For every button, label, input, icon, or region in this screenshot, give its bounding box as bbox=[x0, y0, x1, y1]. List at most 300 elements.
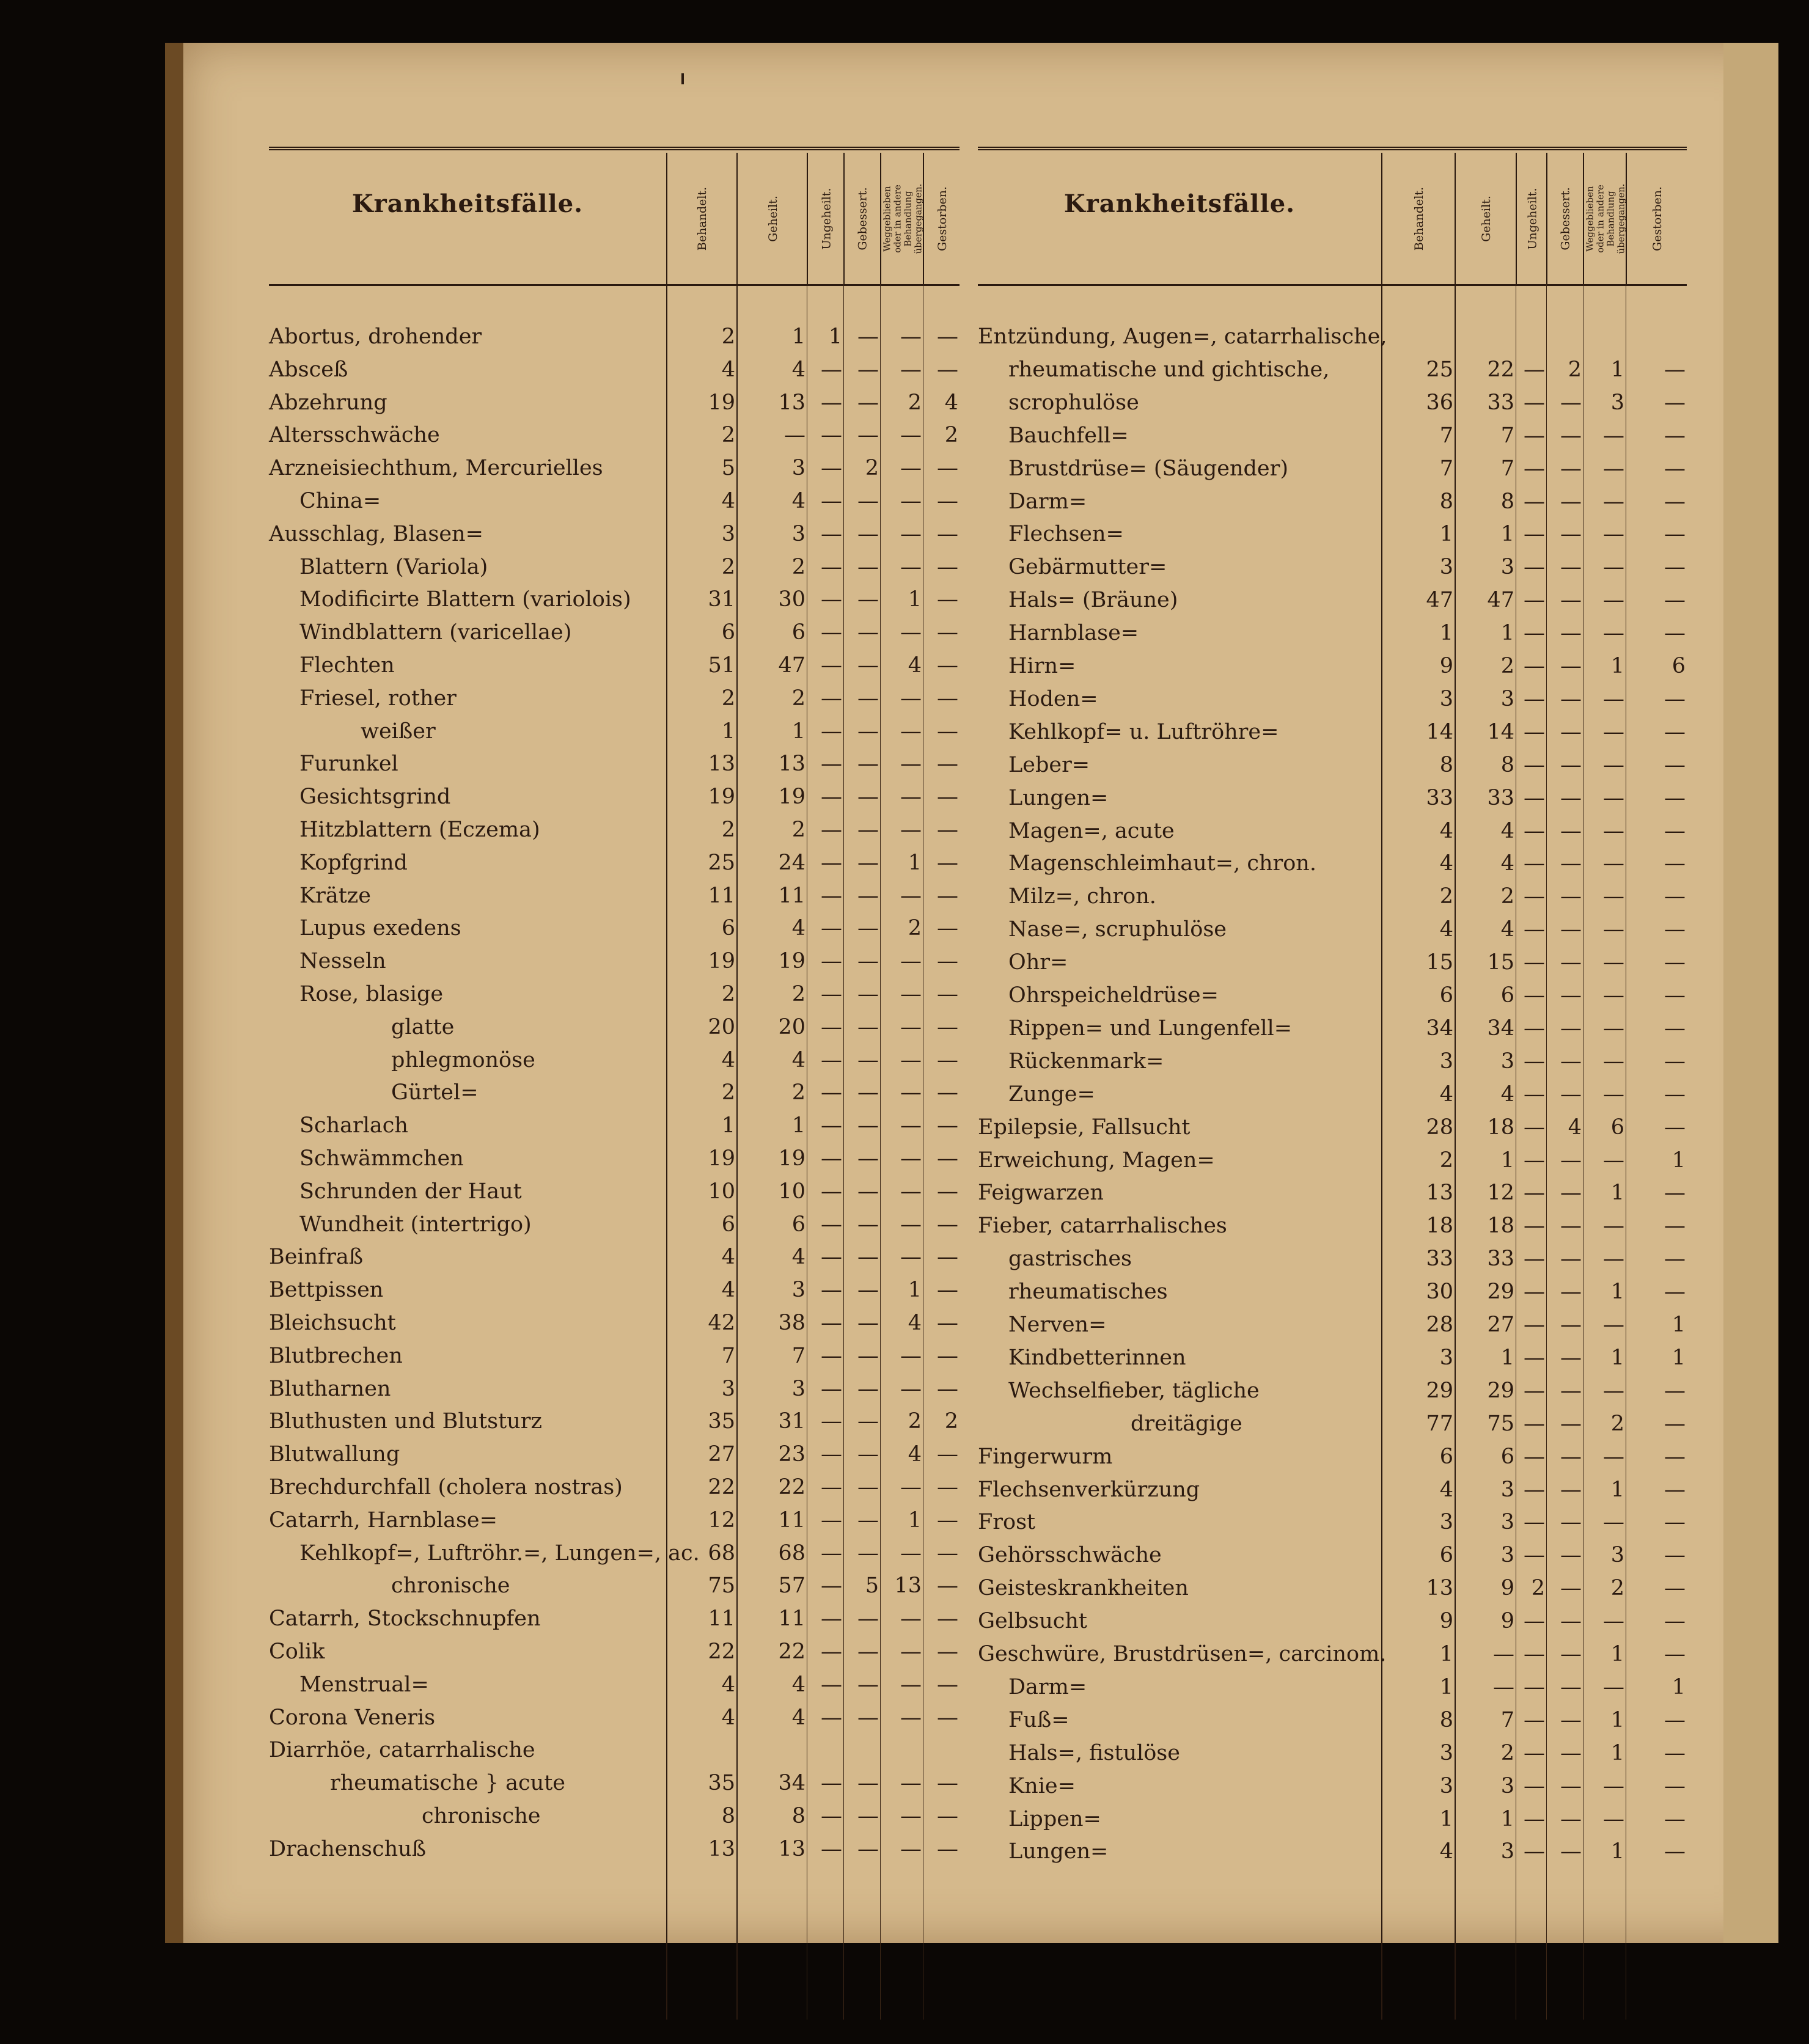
count-cell: — bbox=[1560, 1214, 1582, 1239]
table-row bbox=[269, 1438, 960, 1471]
table-row bbox=[269, 716, 960, 749]
count-cell: — bbox=[1524, 1049, 1545, 1074]
count-cell: — bbox=[857, 653, 879, 678]
table-row bbox=[978, 1276, 1687, 1309]
count-cell: 13 bbox=[894, 1573, 922, 1599]
table-row bbox=[978, 1342, 1687, 1375]
disease-label: Gelbsucht bbox=[978, 1609, 1087, 1634]
table-row bbox=[269, 683, 960, 716]
disease-label: Darm= bbox=[1008, 489, 1087, 514]
count-cell: 15 bbox=[1426, 950, 1453, 975]
count-cell: 2 bbox=[1439, 884, 1453, 909]
column-header-label: Weggeblieben oder in andere Behandlung übergegangen. bbox=[1584, 183, 1626, 254]
count-cell: 2 bbox=[791, 554, 805, 579]
count-cell: — bbox=[1664, 1773, 1686, 1798]
count-cell: — bbox=[937, 554, 958, 579]
count-cell: — bbox=[1524, 456, 1545, 481]
count-cell: — bbox=[1524, 1707, 1545, 1732]
count-cell: — bbox=[1524, 1411, 1545, 1436]
count-cell: 4 bbox=[1500, 917, 1514, 942]
disease-label: Wundheit (intertrigo) bbox=[299, 1212, 532, 1237]
column-header-label: Geheilt. bbox=[1479, 195, 1493, 242]
count-cell: 27 bbox=[1487, 1313, 1514, 1337]
count-cell: 4 bbox=[721, 1047, 735, 1072]
count-cell: 25 bbox=[708, 850, 735, 875]
count-cell: 2 bbox=[791, 818, 805, 842]
disease-label: Brustdrüse= (Säugender) bbox=[1008, 456, 1289, 481]
table-row bbox=[978, 980, 1687, 1013]
disease-label: rheumatische } acute bbox=[330, 1771, 565, 1796]
disease-label: Kehlkopf=, Luftröhr.=, Lungen=, ac. bbox=[299, 1540, 700, 1566]
disease-label: Catarrh, Stockschnupfen bbox=[269, 1606, 541, 1632]
count-cell: — bbox=[900, 1014, 922, 1039]
disease-label: Flechsenverkürzung bbox=[978, 1477, 1200, 1502]
disease-label: Drachenschuß bbox=[269, 1836, 427, 1861]
count-cell: 3 bbox=[1500, 686, 1514, 711]
count-cell: 3 bbox=[1439, 555, 1453, 580]
count-cell: — bbox=[1560, 1576, 1582, 1601]
count-cell: 5 bbox=[865, 1573, 879, 1599]
count-cell: 3 bbox=[1500, 1510, 1514, 1535]
count-cell: 1 bbox=[908, 587, 922, 612]
count-cell: — bbox=[1524, 884, 1545, 909]
table-row bbox=[269, 354, 960, 387]
count-cell: 6 bbox=[791, 1212, 805, 1237]
disease-label: Scharlach bbox=[299, 1113, 408, 1138]
count-cell: — bbox=[937, 850, 958, 875]
count-cell: — bbox=[1603, 1773, 1624, 1798]
table-row bbox=[269, 814, 960, 847]
disease-label: Ohr= bbox=[1008, 950, 1068, 975]
count-cell: — bbox=[937, 719, 958, 744]
table-row bbox=[269, 1405, 960, 1438]
column-header bbox=[1626, 153, 1688, 284]
count-cell: — bbox=[1664, 1609, 1686, 1634]
count-cell: 6 bbox=[791, 620, 805, 645]
count-cell: — bbox=[900, 1080, 922, 1105]
count-cell: 2 bbox=[908, 1409, 922, 1434]
disease-label: Kopfgrind bbox=[299, 850, 408, 875]
count-cell: 33 bbox=[1487, 1247, 1514, 1272]
count-cell: 1 bbox=[1610, 357, 1624, 382]
count-cell: — bbox=[821, 587, 842, 612]
count-cell: 7 bbox=[1439, 456, 1453, 481]
count-cell: 4 bbox=[1439, 851, 1453, 876]
count-cell: — bbox=[857, 1836, 879, 1861]
table-row bbox=[269, 650, 960, 683]
count-cell: — bbox=[1493, 1642, 1514, 1666]
disease-label: scrophulöse bbox=[1008, 390, 1139, 415]
count-cell: — bbox=[900, 1179, 922, 1204]
count-cell: — bbox=[1603, 621, 1624, 646]
count-cell: 1 bbox=[908, 1507, 922, 1533]
count-cell: 4 bbox=[791, 1705, 805, 1730]
count-cell: — bbox=[857, 1278, 879, 1303]
count-cell: — bbox=[1603, 1378, 1624, 1403]
disease-label: Erweichung, Magen= bbox=[978, 1148, 1215, 1173]
count-cell: 29 bbox=[1426, 1378, 1453, 1403]
disease-label: Geisteskrankheiten bbox=[978, 1576, 1189, 1601]
count-cell: — bbox=[900, 1705, 922, 1730]
disease-label: Lungen= bbox=[1008, 1839, 1109, 1864]
disease-label: Harnblase= bbox=[1008, 621, 1139, 646]
count-cell: 2 bbox=[944, 1409, 958, 1434]
count-cell: — bbox=[821, 423, 842, 448]
table-row bbox=[269, 1209, 960, 1242]
count-cell: — bbox=[1560, 1280, 1582, 1305]
count-cell: — bbox=[857, 949, 879, 974]
count-cell: 34 bbox=[1487, 1016, 1514, 1041]
count-cell: 9 bbox=[1439, 654, 1453, 678]
count-cell: — bbox=[1603, 752, 1624, 777]
count-cell: — bbox=[1524, 1773, 1545, 1798]
count-cell: — bbox=[821, 1639, 842, 1664]
count-cell: — bbox=[857, 1343, 879, 1368]
count-cell: — bbox=[857, 883, 879, 908]
count-cell: 29 bbox=[1487, 1378, 1514, 1403]
table-row bbox=[269, 584, 960, 617]
count-cell: — bbox=[1603, 423, 1624, 448]
count-cell: — bbox=[900, 719, 922, 744]
table-row bbox=[269, 1570, 960, 1603]
count-cell: — bbox=[1560, 1773, 1582, 1798]
count-cell: — bbox=[1560, 522, 1582, 547]
count-cell: — bbox=[821, 1113, 842, 1138]
table-row bbox=[978, 551, 1687, 584]
table-row bbox=[269, 518, 960, 551]
table-row bbox=[269, 321, 960, 354]
column-rule bbox=[666, 284, 667, 2020]
table-row bbox=[978, 1309, 1687, 1342]
table-row bbox=[269, 978, 960, 1011]
count-cell: 7 bbox=[1500, 456, 1514, 481]
count-cell: 6 bbox=[1439, 1444, 1453, 1469]
disease-label: dreitägige bbox=[1131, 1411, 1242, 1436]
count-cell: — bbox=[1664, 1280, 1686, 1305]
count-cell: 33 bbox=[1487, 785, 1514, 810]
disease-label: Fuß= bbox=[1008, 1707, 1070, 1732]
count-cell: 3 bbox=[1439, 686, 1453, 711]
table-row bbox=[269, 1636, 960, 1669]
count-cell: 1 bbox=[908, 850, 922, 875]
count-cell: — bbox=[937, 1804, 958, 1828]
count-cell: 2 bbox=[791, 1080, 805, 1105]
count-cell: — bbox=[937, 686, 958, 711]
count-cell: — bbox=[857, 1540, 879, 1566]
count-cell: — bbox=[857, 390, 879, 415]
count-cell: 34 bbox=[1426, 1016, 1453, 1041]
count-cell: — bbox=[1664, 555, 1686, 580]
table-row bbox=[269, 1537, 960, 1570]
count-cell: — bbox=[1560, 423, 1582, 448]
count-cell: — bbox=[900, 620, 922, 645]
count-cell: — bbox=[857, 587, 879, 612]
table-row bbox=[269, 1767, 960, 1800]
count-cell: 1 bbox=[1610, 1642, 1624, 1666]
count-cell: — bbox=[1560, 1674, 1582, 1699]
disease-label: Rippen= und Lungenfell= bbox=[1008, 1016, 1293, 1041]
count-cell: — bbox=[784, 423, 805, 448]
count-cell: 47 bbox=[1487, 588, 1514, 613]
count-cell: 1 bbox=[791, 1113, 805, 1138]
count-cell: — bbox=[1560, 654, 1582, 678]
count-cell: — bbox=[1560, 1839, 1582, 1864]
count-cell: 4 bbox=[908, 653, 922, 678]
count-cell: — bbox=[1524, 390, 1545, 415]
count-cell: — bbox=[1664, 1115, 1686, 1140]
count-cell: 3 bbox=[1439, 1740, 1453, 1765]
count-cell: — bbox=[1560, 1510, 1582, 1535]
count-cell: 19 bbox=[778, 1146, 805, 1171]
table-row bbox=[269, 1241, 960, 1274]
count-cell: — bbox=[821, 982, 842, 1006]
count-cell: — bbox=[937, 883, 958, 908]
count-cell: 68 bbox=[778, 1540, 805, 1566]
disease-label: Friesel, rother bbox=[299, 686, 457, 711]
count-cell: 9 bbox=[1500, 1576, 1514, 1601]
count-cell: — bbox=[900, 949, 922, 974]
column-header bbox=[1516, 153, 1547, 284]
count-cell: 6 bbox=[721, 1212, 735, 1237]
count-cell: 11 bbox=[708, 1606, 735, 1632]
count-cell: 8 bbox=[1500, 489, 1514, 514]
count-cell: — bbox=[1603, 1214, 1624, 1239]
disease-label: Darm= bbox=[1008, 1674, 1087, 1699]
count-cell: — bbox=[857, 423, 879, 448]
column-header-label: Ungeheilt. bbox=[1525, 188, 1539, 249]
disease-label: Magenschleimhaut=, chron. bbox=[1008, 851, 1316, 876]
count-cell: — bbox=[900, 324, 922, 349]
count-cell: 35 bbox=[708, 1771, 735, 1796]
count-cell: 3 bbox=[1500, 1049, 1514, 1074]
count-cell: 4 bbox=[908, 1311, 922, 1335]
count-cell: — bbox=[900, 1771, 922, 1796]
count-cell: — bbox=[1524, 1115, 1545, 1140]
count-cell: — bbox=[1560, 1016, 1582, 1041]
count-cell: 4 bbox=[1500, 818, 1514, 843]
disease-label: Wechselfieber, tägliche bbox=[1008, 1378, 1260, 1403]
table-row bbox=[978, 584, 1687, 617]
disease-label: Knie= bbox=[1008, 1773, 1076, 1798]
column-header-label: Behandelt. bbox=[1412, 186, 1426, 251]
disease-label: glatte bbox=[391, 1014, 455, 1039]
count-cell: — bbox=[937, 949, 958, 974]
count-cell: — bbox=[1664, 719, 1686, 744]
table-row bbox=[978, 1506, 1687, 1539]
count-cell: — bbox=[1560, 1444, 1582, 1469]
count-cell: 4 bbox=[1568, 1115, 1582, 1140]
disease-label: gastrisches bbox=[1008, 1247, 1132, 1272]
count-cell: 4 bbox=[721, 1705, 735, 1730]
count-cell: — bbox=[900, 818, 922, 842]
table-row bbox=[269, 847, 960, 880]
count-cell: — bbox=[857, 521, 879, 546]
count-cell: — bbox=[1664, 1181, 1686, 1206]
count-cell: 6 bbox=[1439, 983, 1453, 1008]
count-cell: 2 bbox=[721, 1080, 735, 1105]
count-cell: 2 bbox=[721, 554, 735, 579]
disease-label: Lungen= bbox=[1008, 785, 1109, 810]
disease-label: Blattern (Variola) bbox=[299, 554, 488, 579]
count-cell: 1 bbox=[1500, 1345, 1514, 1370]
count-cell: 68 bbox=[708, 1540, 735, 1566]
table-row bbox=[978, 1836, 1687, 1869]
count-cell: 1 bbox=[1671, 1345, 1686, 1370]
count-cell: 14 bbox=[1426, 719, 1453, 744]
table-row bbox=[269, 1110, 960, 1143]
count-cell: — bbox=[1524, 1510, 1545, 1535]
count-cell: 2 bbox=[908, 916, 922, 941]
count-cell: 8 bbox=[1439, 489, 1453, 514]
table-row bbox=[269, 1274, 960, 1307]
count-cell: 4 bbox=[1439, 1839, 1453, 1864]
table-row bbox=[978, 486, 1687, 519]
count-cell: — bbox=[1560, 1082, 1582, 1107]
count-cell: 31 bbox=[778, 1409, 805, 1434]
column-header bbox=[1583, 153, 1627, 284]
count-cell: — bbox=[1664, 1247, 1686, 1272]
table-row bbox=[978, 683, 1687, 716]
disease-label: Hals= (Bräune) bbox=[1008, 588, 1178, 613]
disease-label: Menstrual= bbox=[299, 1672, 429, 1697]
count-cell: — bbox=[1560, 1313, 1582, 1337]
disease-label: Colik bbox=[269, 1639, 325, 1664]
table-row bbox=[978, 782, 1687, 815]
count-cell: — bbox=[937, 1245, 958, 1270]
table-row bbox=[978, 1441, 1687, 1474]
table-row bbox=[269, 551, 960, 584]
table-row bbox=[978, 1539, 1687, 1572]
count-cell: — bbox=[1524, 621, 1545, 646]
count-cell: — bbox=[1524, 851, 1545, 876]
table-row bbox=[269, 1833, 960, 1866]
count-cell: 8 bbox=[1439, 1707, 1453, 1732]
count-cell: 22 bbox=[778, 1639, 805, 1664]
column-header-label: Behandelt. bbox=[695, 186, 710, 251]
count-cell: — bbox=[900, 423, 922, 448]
count-cell: — bbox=[821, 1212, 842, 1237]
count-cell: 6 bbox=[1500, 983, 1514, 1008]
count-cell: — bbox=[937, 1113, 958, 1138]
count-cell: — bbox=[1664, 621, 1686, 646]
disease-label: Nesseln bbox=[299, 949, 386, 974]
count-cell: — bbox=[937, 1179, 958, 1204]
count-cell: — bbox=[821, 916, 842, 941]
count-cell: — bbox=[937, 521, 958, 546]
count-cell: — bbox=[900, 456, 922, 481]
count-cell: — bbox=[900, 554, 922, 579]
count-cell: — bbox=[1664, 1411, 1686, 1436]
column-rule bbox=[843, 284, 844, 2020]
count-cell: — bbox=[937, 1540, 958, 1566]
count-cell: 3 bbox=[791, 1278, 805, 1303]
disease-label: Fieber, catarrhalisches bbox=[978, 1214, 1227, 1239]
count-cell: 10 bbox=[708, 1179, 735, 1204]
count-cell: — bbox=[1664, 884, 1686, 909]
disease-label: Gürtel= bbox=[391, 1080, 479, 1105]
count-cell: — bbox=[857, 916, 879, 941]
count-cell: — bbox=[1664, 423, 1686, 448]
count-cell: 2 bbox=[721, 423, 735, 448]
table-row bbox=[978, 518, 1687, 551]
disease-label: Abzehrung bbox=[269, 390, 387, 415]
count-cell: — bbox=[821, 1376, 842, 1401]
table-row bbox=[978, 1013, 1687, 1046]
count-cell: — bbox=[900, 1212, 922, 1237]
disease-label: Kehlkopf= u. Luftröhre= bbox=[1008, 719, 1279, 744]
count-cell: 8 bbox=[1500, 752, 1514, 777]
count-cell: 42 bbox=[708, 1311, 735, 1335]
count-cell: 3 bbox=[1439, 1510, 1453, 1535]
count-cell: — bbox=[900, 883, 922, 908]
count-cell: 2 bbox=[1531, 1576, 1545, 1601]
count-cell: 4 bbox=[944, 390, 958, 415]
count-cell: — bbox=[1524, 1214, 1545, 1239]
count-cell: — bbox=[1560, 818, 1582, 843]
count-cell: — bbox=[857, 1804, 879, 1828]
table-row bbox=[269, 1373, 960, 1406]
count-cell: — bbox=[900, 1475, 922, 1500]
disease-label: Absceß bbox=[269, 357, 348, 382]
count-cell: — bbox=[1664, 1510, 1686, 1535]
count-cell: 1 bbox=[721, 719, 735, 744]
count-cell: — bbox=[1524, 1378, 1545, 1403]
disease-label: Hoden= bbox=[1008, 686, 1098, 711]
count-cell: 11 bbox=[778, 883, 805, 908]
count-cell: — bbox=[900, 752, 922, 777]
count-cell: — bbox=[1664, 1576, 1686, 1601]
count-cell: — bbox=[1560, 752, 1582, 777]
count-cell: 1 bbox=[1610, 654, 1624, 678]
table-row bbox=[978, 1605, 1687, 1638]
column-header-label: Gebessert. bbox=[1559, 186, 1572, 251]
count-cell: — bbox=[1603, 1510, 1624, 1535]
disease-label: Geschwüre, Brustdrüsen=, carcinom. bbox=[978, 1642, 1387, 1666]
count-cell: 1 bbox=[1500, 621, 1514, 646]
count-cell: — bbox=[1524, 489, 1545, 514]
column-header bbox=[666, 153, 738, 284]
table-row bbox=[978, 881, 1687, 914]
column-header bbox=[880, 153, 924, 284]
count-cell: 9 bbox=[1500, 1609, 1514, 1634]
count-cell: 1 bbox=[908, 1278, 922, 1303]
count-cell: — bbox=[1524, 423, 1545, 448]
count-cell: — bbox=[1524, 1313, 1545, 1337]
disease-label: Windblattern (varicellae) bbox=[299, 620, 572, 645]
count-cell: 2 bbox=[791, 686, 805, 711]
count-cell: — bbox=[1560, 1806, 1582, 1831]
count-cell: 3 bbox=[1500, 1477, 1514, 1502]
count-cell: — bbox=[1560, 555, 1582, 580]
table-row bbox=[978, 716, 1687, 749]
count-cell: — bbox=[1524, 1806, 1545, 1831]
count-cell: — bbox=[1560, 1642, 1582, 1666]
table-row bbox=[978, 1145, 1687, 1178]
table-row bbox=[978, 1112, 1687, 1145]
count-cell: — bbox=[900, 1146, 922, 1171]
count-cell: — bbox=[1560, 884, 1582, 909]
count-cell: 6 bbox=[1500, 1444, 1514, 1469]
table-row bbox=[978, 1210, 1687, 1243]
count-cell: 29 bbox=[1487, 1280, 1514, 1305]
count-cell: — bbox=[900, 1343, 922, 1368]
count-cell: 2 bbox=[865, 456, 879, 481]
count-cell: 2 bbox=[791, 982, 805, 1006]
count-cell: 3 bbox=[1500, 555, 1514, 580]
count-cell: 4 bbox=[791, 489, 805, 513]
disease-label: Feigwarzen bbox=[978, 1181, 1104, 1206]
count-cell: — bbox=[1524, 1642, 1545, 1666]
